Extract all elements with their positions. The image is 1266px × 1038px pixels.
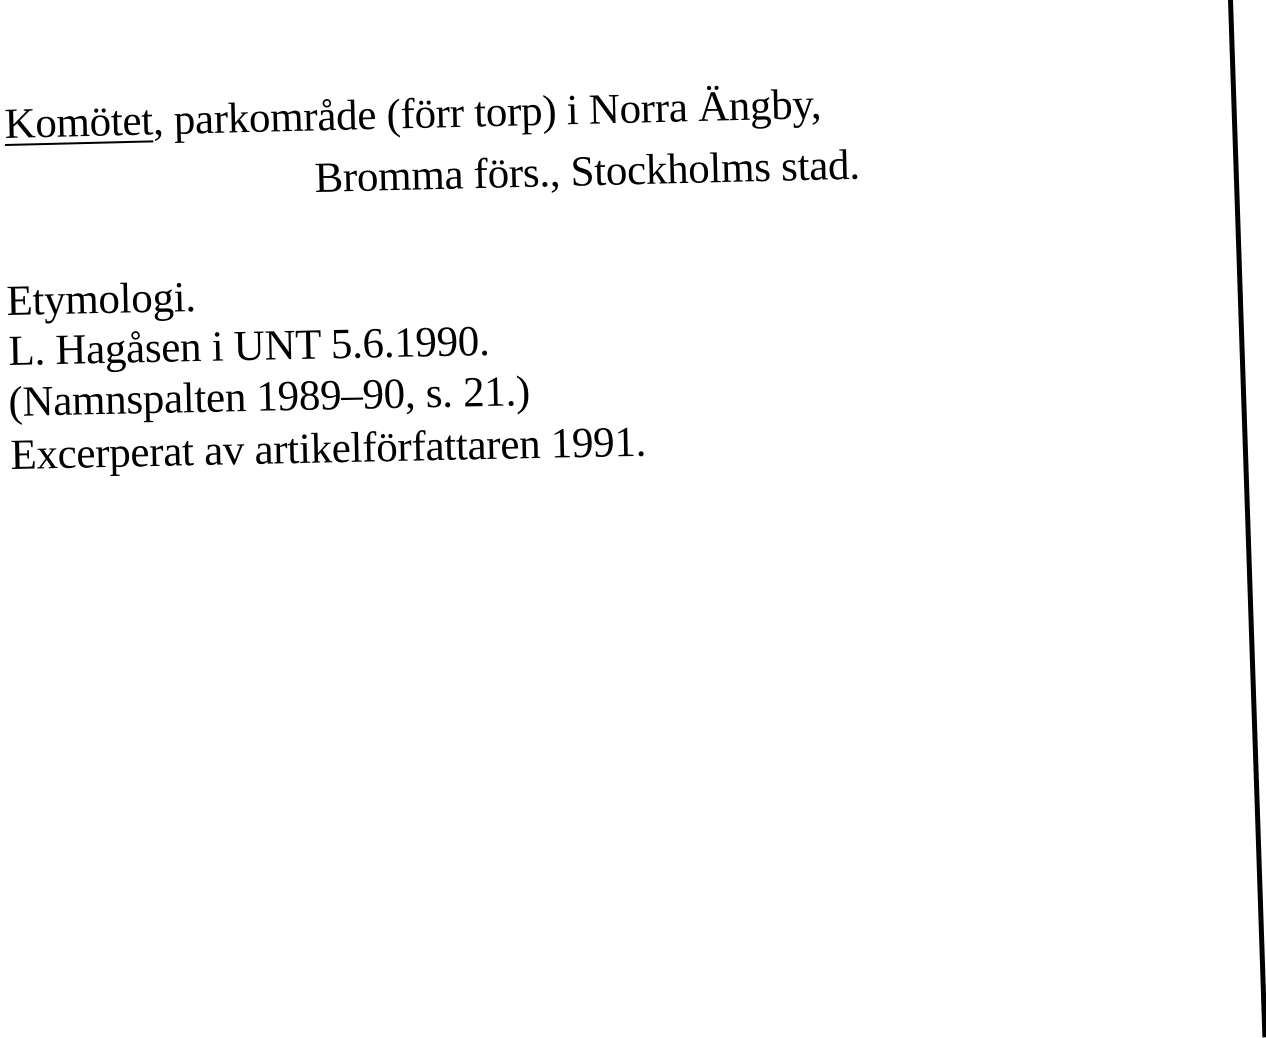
source-reprint: (Namnspalten 1989–90, s. 21.) xyxy=(7,368,531,426)
heading-location: Bromma förs., Stockholms stad. xyxy=(313,141,861,202)
source-reference: L. Hagåsen i UNT 5.6.1990. xyxy=(7,317,490,375)
heading-line xyxy=(4,83,822,146)
excerpt-note: Excerperat av artikelförfattaren 1991. xyxy=(9,418,647,479)
etymology-label: Etymologi. xyxy=(5,274,197,325)
headword: Komötet xyxy=(3,97,154,148)
heading-description: , parkområde (förr torp) i Norra Ängby, xyxy=(152,81,822,145)
card-edge-line xyxy=(1228,0,1266,1037)
